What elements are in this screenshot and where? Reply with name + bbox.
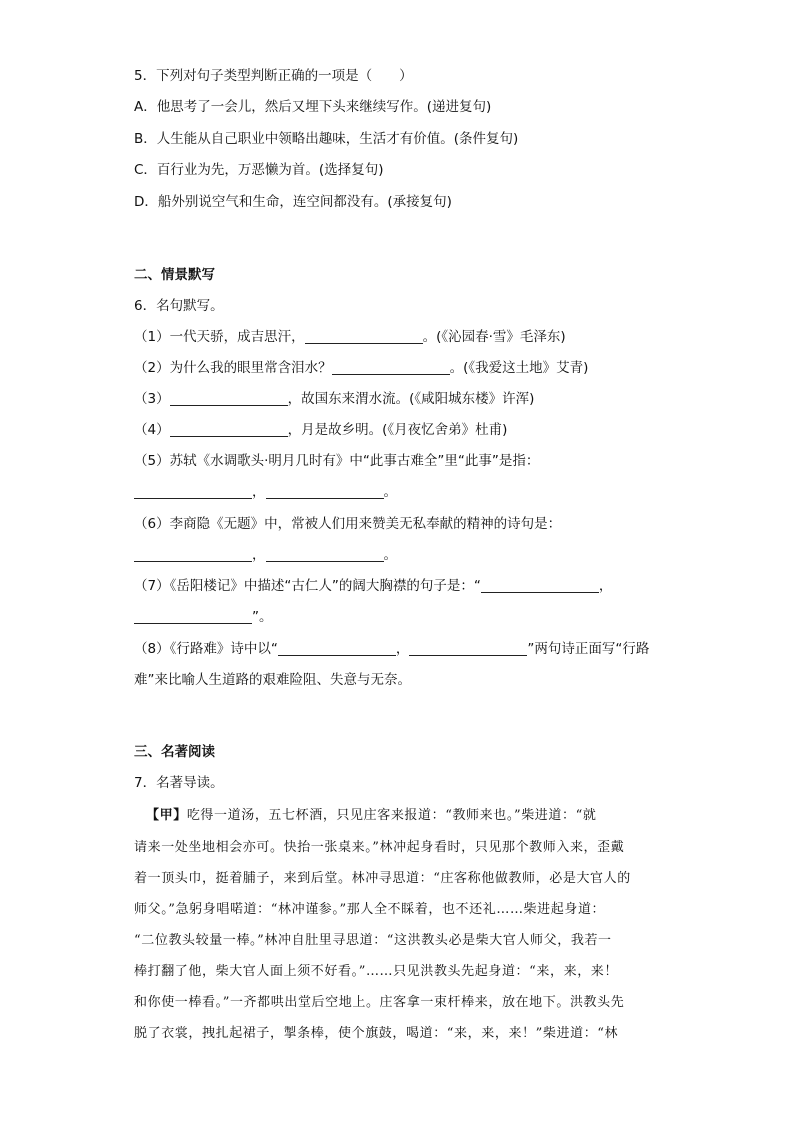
answer-blank[interactable]	[170, 422, 288, 437]
q6-item-7: （7）《岳阳楼记》中描述“古仁人”的阔大胸襟的句子是：“ ，	[134, 578, 613, 594]
passage-label: 【甲】	[146, 808, 187, 823]
q6-item-6-answers: ， 。	[134, 545, 794, 565]
answer-blank[interactable]	[332, 360, 450, 375]
q5-option-b: B．人生能从自己职业中领略出趣味，生活才有价值。(条件复句)	[134, 131, 519, 147]
q5-stem: 5．下列对句子类型判断正确的一项是（ ）	[134, 68, 413, 84]
answer-blank[interactable]	[305, 329, 423, 344]
passage-line: “二位教头较量一棒。”林冲自肚里寻思道：“这洪教头必是柴大官人师父，我若一	[134, 933, 612, 948]
passage-line: 【甲】吃得一道汤，五七杯酒，只见庄客来报道：“教师来也。”柴进道：“就	[146, 808, 597, 823]
q5-option-c: C．百行业为先，万恶懒为首。(选择复句)	[134, 162, 384, 178]
answer-blank[interactable]	[266, 547, 384, 562]
passage-line: 请来一处坐地相会亦可。快抬一张桌来。”林冲起身看时，只见那个教师入来，歪戴	[134, 840, 625, 855]
q5-option-d: D．船外别说空气和生命，连空间都没有。(承接复句)	[134, 194, 452, 210]
q6-item-4: （4） ，月是故乡明。(《月夜忆舍弟》杜甫)	[134, 422, 508, 438]
answer-blank[interactable]	[409, 641, 527, 656]
answer-blank[interactable]	[134, 547, 252, 562]
q5-option-a: A．他思考了一会儿，然后又埋下头来继续写作。(递进复句)	[134, 99, 492, 115]
section-3-title: 三、名著阅读	[134, 744, 215, 760]
q6-item-5-answers: ， 。	[134, 482, 794, 502]
passage-line: 师父。”急躬身唱喏道：“林冲谨参。”那人全不睬着，也不还礼……柴进起身道：	[134, 902, 606, 917]
answer-blank[interactable]	[134, 484, 252, 499]
q6-stem: 6．名句默写。	[134, 298, 224, 314]
q6-item-7-cont: ”。	[134, 607, 794, 627]
section-2-title: 二、情景默写	[134, 267, 215, 283]
passage-line: 着一顶头巾，挺着脯子，来到后堂。林冲寻思道：“庄客称他做教师，必是大官人的	[134, 871, 631, 886]
q6-item-8-cont: 难”来比喻人生道路的艰难险阻、失意与无奈。	[134, 672, 411, 688]
q7-stem: 7．名著导读。	[134, 775, 224, 791]
q6-item-3: （3） ，故国东来渭水流。(《咸阳城东楼》许浑)	[134, 391, 535, 407]
answer-blank[interactable]	[266, 484, 384, 499]
q6-item-1: （1）一代天骄，成吉思汗， 。(《沁园春·雪》毛泽东)	[134, 329, 566, 345]
answer-blank[interactable]	[170, 391, 288, 406]
q6-item-6: （6）李商隐《无题》中，常被人们用来赞美无私奉献的精神的诗句是：	[134, 516, 562, 532]
q6-item-5: （5）苏轼《水调歌头·明月几时有》中“此事古难全”里“此事”是指：	[134, 453, 540, 469]
q6-item-2: （2）为什么我的眼里常含泪水？ 。(《我爱这土地》艾青)	[134, 360, 589, 376]
passage-line: 脱了衣裳，拽扎起裙子，掣条棒，使个旗鼓，喝道：“来，来，来！”柴进道：“林	[134, 1026, 619, 1041]
passage-line: 和你使一棒看。”一齐都哄出堂后空地上。庄客拿一束杆棒来，放在地下。洪教头先	[134, 995, 625, 1010]
q6-item-8: （8）《行路难》诗中以“ ， ”两句诗正面写“行路	[134, 641, 650, 657]
answer-blank[interactable]	[278, 641, 396, 656]
answer-blank[interactable]	[481, 578, 599, 593]
answer-blank[interactable]	[134, 609, 252, 624]
passage-line: 棒打翻了他，柴大官人面上须不好看。”……只见洪教头先起身道：“来，来，来！	[134, 964, 618, 979]
